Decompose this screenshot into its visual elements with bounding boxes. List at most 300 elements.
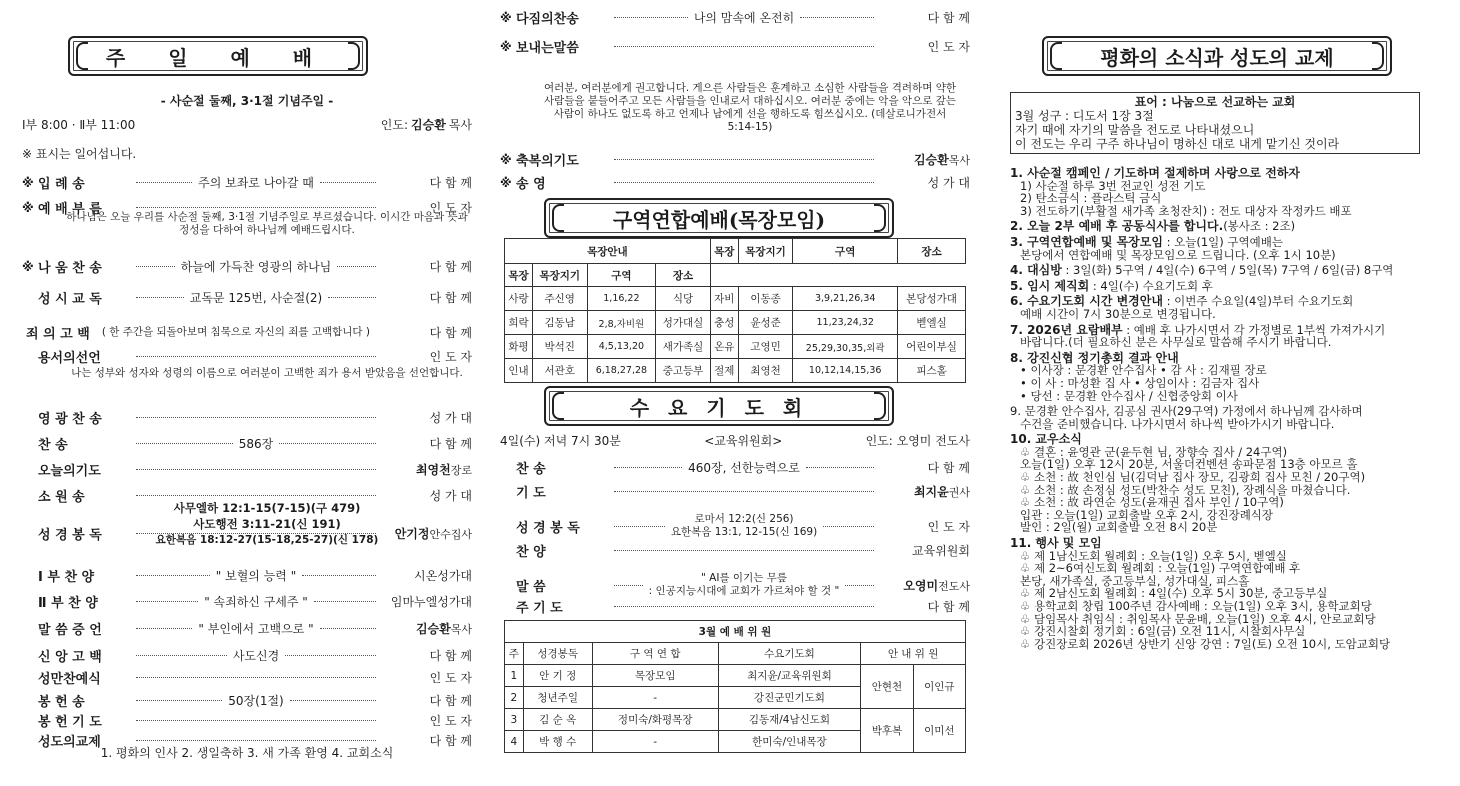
table-cell: 자비 [710, 287, 738, 311]
order-label: 축복의기도 [516, 154, 579, 169]
order-label: 주 기 도 [516, 601, 563, 616]
reading-3: 요한복음 18:12-27(15-18,25-27)(신 178) [155, 534, 379, 546]
leader-dots [136, 297, 184, 298]
reading-2: 사도행전 3:11-21(신 191) [193, 517, 341, 531]
news-line: ♧ 담임목사 취임식 : 취임목사 문윤배, 오늘(1일) 오후 4시, 안로교회당 [1020, 611, 1376, 626]
news-line: ♧ 제 2남신도회 월례회 : 4일(수) 오후 5시 30분, 중고등부실 [1020, 586, 1328, 601]
order-who [382, 174, 472, 191]
leader-dots [136, 700, 222, 701]
mokjang-rows [505, 287, 966, 383]
table-cell: 박 행 수 [523, 731, 592, 753]
table-cell: 중고등부 [656, 359, 711, 383]
news-item [1010, 352, 1442, 402]
com-head-reading: 성경봉독 [523, 643, 592, 665]
leader-dots [302, 575, 376, 576]
table-cell: 윤성준 [738, 311, 793, 335]
order-label: 성도의교제 [38, 735, 101, 750]
table-cell: 6,18,27,28 [587, 359, 656, 383]
news-item [1010, 405, 1442, 430]
news-line: ♧ 소천 : 故 손정심 성도(박찬수 성도 모친), 장례식을 마쳤습니다. [1020, 482, 1351, 497]
usher-cell: 이미선 [913, 709, 965, 753]
order-who [382, 620, 472, 637]
table-cell: 충성 [710, 311, 738, 335]
news-line: 바랍니다.(더 필요하신 분은 사무실로 말씀해 주시기 바랍니다. [1020, 335, 1332, 350]
table-cell: 3 [505, 709, 524, 731]
news-detail: : 3일(화) 5구역 / 4일(수) 6구역 / 5일(목) 7구역 / 6일(금) 8구역 [1061, 263, 1394, 278]
who-name: 다 함 께 [927, 461, 970, 475]
leader-dots [136, 575, 210, 576]
table-cell: 강진군민기도회 [718, 687, 861, 709]
table-cell: 1,16,22 [587, 287, 656, 311]
worship-title: 주 일 예 배 [105, 45, 331, 70]
order-label: Ⅰ 부 찬 양 [38, 570, 95, 585]
news-list [1010, 164, 1442, 650]
order-row [22, 646, 472, 665]
order-label: 기 도 [516, 486, 546, 501]
table-row [505, 335, 966, 359]
who-name: 다 함 께 [429, 437, 472, 451]
news-line: 2) 탄소금식 : 플라스틱 금식 [1020, 191, 1162, 206]
head-place: 장소 [898, 239, 966, 264]
order-text: 하늘에 가득찬 영광의 하나님 [180, 260, 332, 274]
head-keeper: 목장지기 [738, 239, 793, 264]
news-item [1010, 220, 1442, 233]
order-text: 사도신경 [232, 649, 280, 663]
table-cell: 피스홀 [898, 359, 966, 383]
leader-prefix: 인도: [380, 118, 409, 132]
order-row [22, 566, 472, 585]
standing-mark: ※ [500, 152, 512, 167]
standing-mark: ※ [500, 10, 512, 25]
order-row [22, 619, 472, 638]
table-cell: 성가대실 [656, 311, 711, 335]
table-cell: 새가족실 [656, 335, 711, 359]
table-row [505, 709, 966, 731]
leader-dots [136, 655, 227, 656]
news-line: ♧ 강진장로회 2026년 상반기 신앙 강연 : 7일(토) 오전 10시, 도암교회당 [1020, 636, 1391, 651]
order-who [382, 324, 472, 341]
order-row [22, 668, 472, 687]
verse-line-1: 3월 성구 : 디도서 1장 3절 [1015, 109, 1154, 123]
worship-order-column [22, 0, 472, 786]
table-cell: 본당성가대 [898, 287, 966, 311]
table-row [505, 665, 966, 687]
order-text: " 속죄하신 구세주 " [204, 595, 308, 609]
order-row [500, 513, 970, 539]
leader-dots [136, 628, 192, 629]
who-name: 인 도 자 [429, 714, 472, 728]
standing-note: ※ 표시는 일어섭니다. [22, 147, 137, 161]
mokjang-table [504, 238, 966, 383]
news-line: 본당에서 연합예배 및 목장모임으로 드립니다. (오후 1시 10분) [1020, 247, 1336, 262]
order-row [22, 347, 472, 366]
reading-1: 사무엘하 12:1-15(7-15)(구 479) [173, 501, 361, 515]
table-cell: 1 [505, 665, 524, 687]
news-line: ♧ 강진시찰회 정기회 : 6일(금) 오전 11시, 시찰회사무실 [1020, 624, 1306, 639]
news-line: ♧ 용학교회 창립 100주년 감사예배 : 오늘(1일) 오후 3시, 용학교회당 [1020, 599, 1372, 613]
news-heading: 4. 대심방 [1010, 263, 1062, 278]
banner-ornament-left [552, 392, 564, 420]
table-cell: 벧엘실 [898, 311, 966, 335]
order-who [880, 518, 970, 535]
leader-dots [614, 526, 665, 527]
table-cell: 김동남 [532, 311, 587, 335]
standing-mark: ※ [500, 39, 512, 54]
order-label: 찬 송 [516, 462, 546, 477]
table-row [505, 359, 966, 383]
order-text: 나의 맘속에 온전히 [693, 11, 795, 25]
who-name: 다 함 께 [429, 734, 472, 748]
banner-ornament-left [552, 204, 564, 232]
order-row [22, 408, 472, 427]
table-cell: 절제 [710, 359, 738, 383]
leader-dots [136, 495, 376, 496]
sub-place: 장소 [656, 264, 711, 287]
leader-dots [279, 443, 376, 444]
order-who [382, 669, 472, 686]
order-who [880, 598, 970, 615]
order-label: 오늘의기도 [38, 464, 101, 479]
standing-mark: ※ [22, 200, 34, 215]
leader-dots [290, 700, 376, 701]
who-title: 권사 [948, 486, 970, 499]
table-cell: 이동종 [738, 287, 793, 311]
table-row [505, 311, 966, 335]
who-name: 성 가 대 [927, 176, 970, 190]
order-row [500, 173, 970, 192]
sub-mokjang: 목장 [505, 264, 533, 287]
order-label: Ⅱ 부 찬 양 [38, 596, 98, 611]
order-row [22, 691, 472, 710]
order-row [500, 572, 970, 598]
verse-box [1010, 92, 1420, 154]
order-who [880, 9, 970, 26]
order-who [880, 459, 970, 476]
table-cell: 서관호 [532, 359, 587, 383]
leader-dots [337, 266, 376, 267]
who-name: 다 함 께 [429, 260, 472, 274]
news-heading: 3. 구역연합예배 및 목장모임 [1010, 234, 1163, 249]
table-cell: 어린이부실 [898, 335, 966, 359]
order-who [382, 348, 472, 365]
order-row [22, 711, 472, 730]
news-detail: : 이번주 수요일(4일)부터 수요기도회 [1162, 294, 1354, 309]
news-heading: 8. 강진신협 정기총회 결과 안내 [1010, 350, 1179, 365]
table-cell: 11,23,24,32 [793, 311, 898, 335]
order-label: 신 앙 고 백 [38, 650, 102, 665]
table-cell: 청년주일 [523, 687, 592, 709]
who-name: 다 함 께 [429, 694, 473, 708]
wednesday-title: 수 요 기 도 회 [629, 395, 809, 420]
news-item [1010, 236, 1442, 261]
order-row [22, 257, 472, 276]
order-who [880, 483, 970, 500]
news-line: 발인 : 2일(월) 교회출발 오전 8시 20분 [1020, 520, 1218, 535]
leader-dots [614, 491, 874, 492]
news-heading: 7. 2026년 요람배부 [1010, 322, 1123, 337]
leader-dots [136, 356, 376, 357]
who-name: 성 가 대 [429, 411, 472, 425]
order-row [500, 458, 970, 477]
who-title: 목사 [948, 154, 970, 167]
leader-title: 목사 [448, 118, 472, 132]
table-cell: 박석진 [532, 335, 587, 359]
order-label: 성 시 교 독 [38, 292, 102, 307]
table-cell: 안 기 정 [523, 665, 592, 687]
united-worship-banner [544, 198, 894, 238]
news-line: 입관 : 오늘(1일) 교회출발 오후 2시, 강진장례식장 [1020, 507, 1274, 522]
table-cell: 김 순 옥 [523, 709, 592, 731]
news-line: 수건을 준비했습니다. 나가시면서 하나씩 받아가시기 바랍니다. [1020, 416, 1335, 431]
order-label: 성만찬예식 [38, 672, 101, 687]
call-to-worship-text: 하나님은 오늘 우리를 사순절 둘째, 3·1절 기념주일로 부르셨습니다. 이시간 마음과 뜻과 정성을 다하여 하나님께 예배드립시다. [66, 211, 468, 236]
order-label: 찬 송 [38, 438, 68, 453]
worship-subtitle: - 사순절 둘째, 3·1절 기념주일 - [160, 94, 334, 108]
news-detail: 9. 문경환 안수집사, 김공심 권사(29구역) 가정에서 하나님께 감사하며 [1010, 404, 1363, 419]
order-label: 말 씀 증 언 [38, 623, 102, 638]
table-cell: 희락 [505, 311, 533, 335]
leader-dots [823, 526, 874, 527]
news-line: 3) 전도하기(부활절 새가족 초청잔치) : 전도 대상자 작정카드 배포 [1020, 203, 1352, 218]
order-label: 말 씀 [516, 579, 546, 595]
order-text: " 부인에서 고백으로 " [198, 622, 314, 636]
order-who [382, 435, 472, 452]
motto: 표어 : 나눔으로 선교하는 교회 [1134, 95, 1296, 109]
order-who [382, 712, 472, 729]
order-label: 보내는말씀 [516, 41, 579, 56]
order-label: 찬 양 [516, 545, 546, 560]
table-cell: 3,9,21,26,34 [793, 287, 898, 311]
order-label: 예 배 부 름 [38, 202, 102, 217]
leader-dots [614, 550, 874, 551]
news-heading: 6. 수요기도회 시간 변경안내 [1010, 294, 1163, 309]
order-label: 다짐의찬송 [516, 12, 579, 27]
order-who [382, 487, 472, 504]
order-who [382, 567, 472, 584]
who-name: 다 함 께 [927, 11, 970, 25]
news-item [1010, 167, 1442, 217]
leader-dots [136, 266, 175, 267]
who-name: 김승환 [913, 153, 949, 167]
order-text: 50장(1절) [228, 694, 284, 708]
order-who [382, 647, 472, 664]
leader-dots [806, 467, 874, 468]
news-heading: 11. 행사 및 모임 [1010, 536, 1102, 551]
who-name: 최영천 [415, 463, 451, 477]
order-label: 성 경 봉 독 [38, 528, 102, 543]
table-cell: 4,5,13,20 [587, 335, 656, 359]
leader-name: 김승환 [411, 118, 446, 132]
leader-dots [136, 677, 376, 678]
news-heading: 5. 임시 제직회 [1010, 278, 1090, 293]
middle-column [500, 0, 970, 786]
news-line: ♧ 소천 : 故 천인심 님(김덕남 집사 장모, 김광희 집사 모친 / 20구역) [1020, 470, 1366, 485]
order-label: 입 례 송 [38, 177, 85, 192]
order-row [22, 173, 472, 192]
order-label: 영 광 찬 송 [38, 412, 102, 427]
table-cell: 사랑 [505, 287, 533, 311]
leader-dots [614, 159, 874, 160]
news-line: • 이 사 : 마성환 집 사 • 상임이사 : 김금자 집사 [1020, 375, 1260, 390]
news-title-banner [1042, 36, 1392, 76]
table-cell: 4 [505, 731, 524, 753]
news-line: ♧ 제 2~6여신도회 월례회 : 오늘(1일) 구역연합예배 후 [1020, 561, 1301, 576]
who-title: 안수집사 [429, 528, 472, 541]
order-text: " 보혈의 능력 " [215, 569, 297, 583]
banner-ornament-right [874, 392, 886, 420]
news-line: • 당선 : 문경환 안수집사 / 신협중앙회 이사 [1020, 388, 1238, 403]
committee-title: 3월 예 배 위 원 [505, 621, 966, 643]
order-row [500, 8, 970, 27]
leader-dots [136, 720, 376, 721]
mokjang-guide-head: 목장안내 [505, 239, 711, 264]
verse-line-3: 이 전도는 우리 구주 하나님이 명하신 대로 내게 맡기신 것이라 [1015, 137, 1340, 151]
table-cell: 2 [505, 687, 524, 709]
order-row [500, 482, 970, 501]
order-text: ( 한 주간을 되돌아보며 침묵으로 자신의 죄를 고백합니다 ) [101, 326, 370, 338]
order-who [382, 409, 472, 426]
table-cell: - [592, 731, 718, 753]
news-line: ♧ 결혼 : 윤영관 군(윤두현 님, 장향숙 집사 / 24구역) [1020, 444, 1288, 459]
leader-dots [136, 469, 376, 470]
leader-dots [320, 628, 376, 629]
standing-mark: ※ [500, 175, 512, 190]
table-cell: 고영민 [738, 335, 793, 359]
wed-leader: 인도: 오영미 전도사 [865, 434, 970, 448]
order-who [880, 38, 970, 55]
order-text: 로마서 12:2(신 256) 요한복음 13:1, 12-15(신 169) [670, 513, 818, 538]
banner-ornament-right [348, 42, 360, 70]
order-who [382, 692, 472, 709]
table-cell: 한미숙/인내목장 [718, 731, 861, 753]
who-name: 다 함 께 [429, 291, 472, 305]
order-who [382, 593, 472, 610]
order-label: 봉 헌 기 도 [38, 715, 102, 730]
order-who [382, 289, 472, 306]
table-cell: 온유 [710, 335, 738, 359]
banner-ornament-left [1050, 42, 1062, 70]
worship-title-banner [68, 36, 368, 76]
table-cell: 인내 [505, 359, 533, 383]
banner-ornament-right [874, 204, 886, 232]
who-name: 다 함 께 [429, 326, 472, 340]
order-row [22, 323, 472, 342]
fellowship-footer: 1. 평화의 인사 2. 생일축하 3. 새 가족 환영 4. 교회소식 [100, 746, 394, 760]
committee-table [504, 620, 966, 753]
order-label: 죄 의 고 백 [26, 327, 90, 342]
order-row [500, 37, 970, 56]
leader-dots [136, 417, 376, 418]
order-who [880, 174, 970, 191]
sub-district: 구역 [587, 264, 656, 287]
who-name: 안기정 [394, 527, 430, 541]
scripture-reading [142, 500, 392, 548]
banner-ornament-right [1372, 42, 1384, 70]
news-heading: 1. 사순절 캠페인 / 기도하며 절제하며 사랑으로 전하자 [1010, 166, 1300, 180]
head-district: 구역 [793, 239, 898, 264]
order-text: 주의 보좌로 나아갈 때 [198, 176, 314, 190]
who-name: 교육위원회 [912, 544, 970, 558]
order-who [382, 525, 472, 542]
order-row [500, 597, 970, 616]
com-head-week: 주 [505, 643, 524, 665]
leader-dots [614, 585, 643, 586]
order-text: 460장, 선한능력으로 [688, 461, 800, 475]
leader-dots [136, 443, 233, 444]
news-line: 오늘(1일) 오후 12시 20분, 서울더컨벤션 송파문점 13층 아모르 홀 [1020, 457, 1358, 472]
order-text: 교독문 125번, 사순절(2) [189, 291, 323, 305]
news-item [1010, 264, 1442, 277]
table-cell: 정미숙/화평목장 [592, 709, 718, 731]
leader-dots [136, 182, 192, 183]
order-who [382, 461, 472, 478]
news-line: 1) 사순절 하루 3번 전교인 성전 기도 [1020, 178, 1206, 193]
leader-dots [136, 740, 376, 741]
news-item [1010, 295, 1442, 320]
leader-dots [800, 17, 874, 18]
order-label: 성 경 봉 독 [516, 520, 580, 536]
who-name: 인 도 자 [429, 671, 472, 685]
news-line: ♧ 소천 : 故 라연순 성도(윤재권 집사 부인 / 10구역) [1020, 495, 1284, 510]
table-cell: 최지윤/교육위원회 [718, 665, 861, 687]
order-label: 나 움 찬 송 [38, 261, 102, 276]
table-cell: 화평 [505, 335, 533, 359]
leader-dots [614, 182, 874, 183]
wed-org: <교육위원회> [704, 434, 783, 448]
head-mokjang: 목장 [710, 239, 738, 264]
service-times: Ⅰ부 8:00 · Ⅱ부 11:00 [22, 118, 136, 132]
order-who [880, 151, 970, 168]
news-line: 본당, 새가족실, 중고등부실, 성가대실, 피스홀 [1020, 573, 1250, 588]
table-cell: 김동재/4남신도회 [718, 709, 861, 731]
leader-dots [320, 182, 376, 183]
united-worship-title: 구역연합예배(목장모임) [612, 207, 826, 232]
table-cell: 25,29,30,35,외곽 [793, 335, 898, 359]
who-name: 다 함 께 [429, 176, 472, 190]
who-name: 인 도 자 [429, 201, 472, 215]
leader-dots [314, 601, 376, 602]
who-name: 최지윤 [913, 485, 949, 499]
who-name: 시온성가대 [414, 569, 473, 583]
table-cell: 10,12,14,15,36 [793, 359, 898, 383]
usher-cell: 안현천 [861, 665, 913, 709]
com-head-wed: 수요기도회 [718, 643, 861, 665]
news-item [1010, 537, 1442, 650]
table-cell: 최영천 [738, 359, 793, 383]
order-row [500, 541, 970, 560]
news-item [1010, 280, 1442, 293]
who-name: 김승환 [415, 622, 451, 636]
news-detail: : 예배 후 나가시면서 각 가정별로 1부씩 가져가시기 [1122, 322, 1386, 337]
order-row [500, 150, 970, 169]
table-cell: 2,8,자비원 [587, 311, 656, 335]
news-line: ♧ 제 1남신도회 월례회 : 오늘(1일) 오후 5시, 벧엘실 [1020, 548, 1287, 563]
table-row [505, 287, 966, 311]
standing-mark: ※ [22, 259, 34, 274]
leader-dots [614, 46, 874, 47]
who-name: 다 함 께 [927, 600, 970, 614]
leader-dots [614, 606, 874, 607]
who-title: 목사 [450, 623, 473, 636]
leader-dots [845, 585, 874, 586]
who-name: 인 도 자 [927, 40, 970, 54]
order-label: 봉 헌 송 [38, 695, 85, 710]
who-name: 임마누엘성가대 [390, 595, 473, 609]
who-name: 오영미 [903, 578, 939, 593]
wed-time: 4일(수) 저녁 7시 30분 [500, 434, 621, 448]
order-row [22, 288, 472, 307]
news-heading: 2. 오늘 2부 예배 후 공동식사를 합니다. [1010, 219, 1224, 234]
